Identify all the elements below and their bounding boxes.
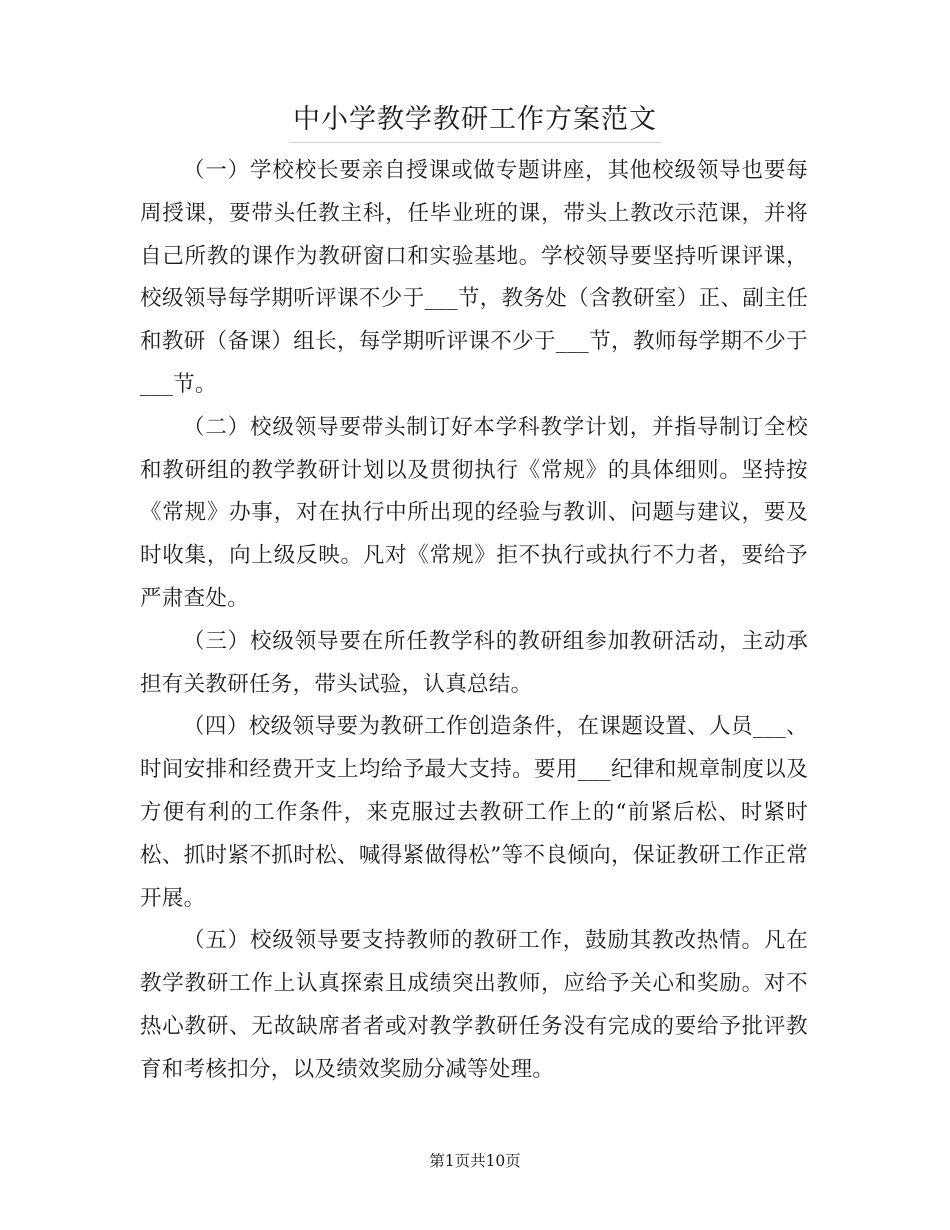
paragraph-4: （四）校级领导要为教研工作创造条件，在课题设置、人员___、时间安排和经费开支上均给予最大支持。要用___纪律和规章制度以及方便有利的工作条件，来克服过去教研工作上的“前紧后松、时紧时松、抓时紧不抓时松、喊得紧做得松”等不良倾向，保证教研工作正常开展。 <box>140 714 808 911</box>
paragraph-5: （五）校级领导要支持教师的教研工作，鼓励其教改热情。凡在教学教研工作上认真探索且成绩突出教师，应给予关心和奖励。对不热心教研、无故缺席者者或对教学教研任务没有完成的要给予批评教育和考核扣分，以及绩效奖励分减等处理。 <box>140 928 808 1082</box>
title-container <box>0 100 950 143</box>
paragraph-3: （三）校级领导要在所任教学科的教研组参加教研活动，主动承担有关教研任务，带头试验，认真总结。 <box>140 628 808 697</box>
paragraph-1: （一）学校校长要亲自授课或做专题讲座，其他校级领导也要每周授课，要带头任教主科，任毕业班的课，带头上教改示范课，并将自己所教的课作为教研窗口和实验基地。学校领导要坚持听课评课，校级领导每学期听评课不少于___节，教务处（含教研室）正、副主任和教研（备课）组长，每学期听评课不少于___节，教师每学期不少于___节。 <box>140 158 808 397</box>
paragraph-2: （二）校级领导要带头制订好本学科教学计划，并指导制订全校和教研组的教学教研计划以及贯彻执行《常规》的具体细则。坚持按《常规》办事，对在执行中所出现的经验与教训、问题与建议，要及时收集，向上级反映。凡对《常规》拒不执行或执行不力者，要给予严肃查处。 <box>140 414 808 611</box>
page-number-footer: 第1页共10页 <box>429 1152 521 1170</box>
document-title: 中小学教学教研工作方案范文 <box>289 100 661 143</box>
document-body <box>140 150 808 1092</box>
